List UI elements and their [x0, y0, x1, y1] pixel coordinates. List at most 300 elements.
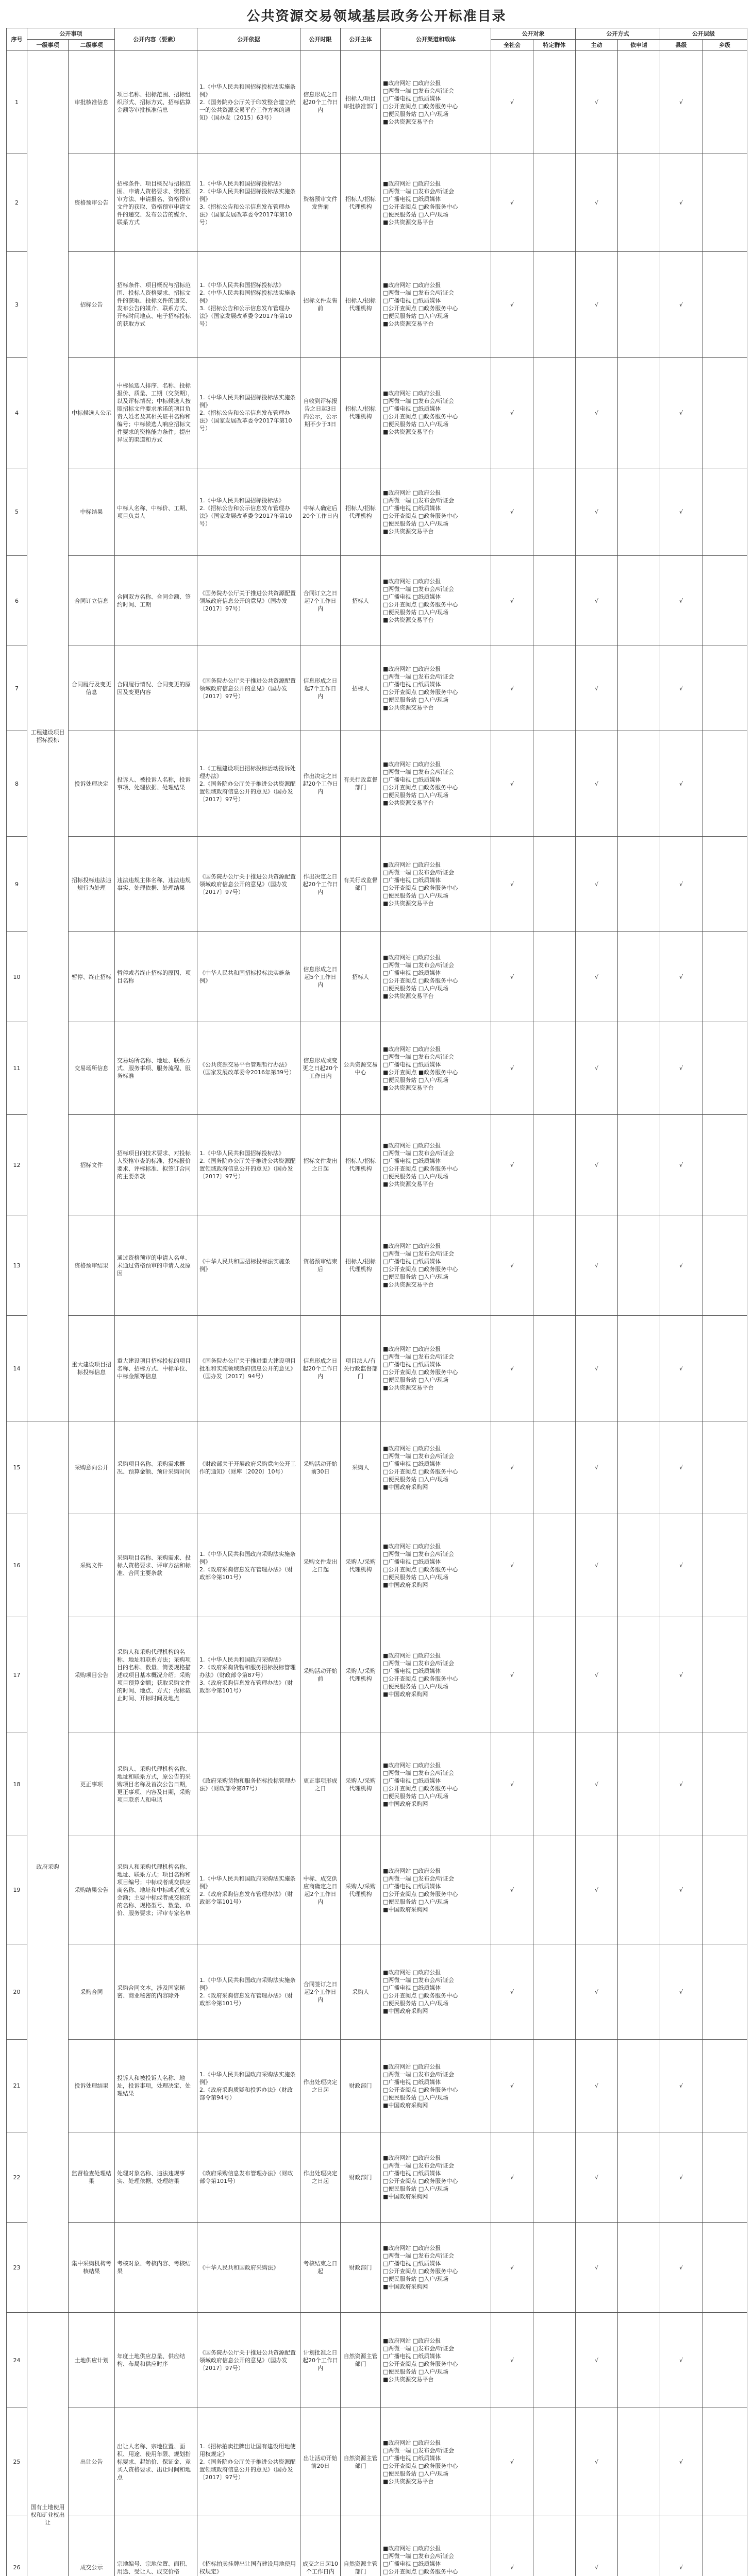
row-item-l2: 招标公告	[69, 252, 115, 358]
mark-method-apply	[618, 51, 660, 154]
mark-object-all: √	[491, 51, 533, 154]
row-time: 信息形成之日起5个工作日内	[300, 932, 341, 1022]
mark-object-all: √	[491, 1733, 533, 1836]
row-content: 采购人、采购代理机构名称、地址和联系方式，原公告的采购项目名称及首次公告日期，更正事项、内容及日期，采购项目联系人和电话	[115, 1733, 197, 1836]
mark-object-all: √	[491, 1421, 533, 1514]
mark-object-specific	[533, 556, 576, 646]
row-basis: 1.《中华人民共和国招标投标法实施条例》 2.《国务院办公厅关于印发整合建立统一的公共资源交易平台工作方案的通知》（国办发〔2015〕63号）	[197, 51, 300, 154]
mark-method-apply	[618, 2223, 660, 2313]
row-seq: 17	[7, 1617, 27, 1733]
row-basis: 1.《中华人民共和国招标投标法实施条例》 2.《招标公告和公示信息发布管理办法》（国家发展改革委令2017年第10号）	[197, 358, 300, 468]
row-time: 作出处理决定之日起	[300, 2132, 341, 2223]
table-row	[7, 51, 747, 154]
mark-method-apply	[618, 556, 660, 646]
mark-level-town	[702, 252, 747, 358]
header-method: 公开方式	[576, 28, 660, 40]
mark-method-apply	[618, 646, 660, 731]
row-basis: 《国务院办公厅关于推进公共资源配置领域政府信息公开的意见》（国办发〔2017〕97号）	[197, 2313, 300, 2408]
mark-method-apply	[618, 468, 660, 556]
row-time: 招标文件发出之日起	[300, 1115, 341, 1215]
row-item-l2: 暂停、终止招标	[69, 932, 115, 1022]
row-basis: 1.《中华人民共和国政府采购法实施条例》 2.《政府采购信息发布管理办法》（财政部令第101号）	[197, 1836, 300, 1944]
mark-object-specific	[533, 1421, 576, 1514]
mark-object-specific	[533, 154, 576, 252]
mark-object-specific	[533, 932, 576, 1022]
row-subject: 有关行政监督部门	[341, 837, 381, 932]
mark-method-active: √	[576, 51, 618, 154]
row-basis: 《政府采购货物和服务招标投标管理办法》（财政部令第87号）	[197, 1733, 300, 1836]
mark-level-county: √	[660, 646, 702, 731]
mark-method-apply	[618, 2313, 660, 2408]
row-channel: ■政府网站 □政府公报 □两微一端 □发布会/听证会 □广播电视 □纸质媒体 □公开查阅点 □政务服务中心 □便民服务站 □入户/现场 ■公共资源交易平台	[381, 1316, 491, 1421]
mark-level-town	[702, 2408, 747, 2516]
header-item-l1: 一级事项	[27, 40, 69, 51]
row-item-l2: 审批核准信息	[69, 51, 115, 154]
row-content: 暂停或者终止招标的原因、项目名称	[115, 932, 197, 1022]
row-content: 交易场所名称、地址、联系方式、服务事项、服务流程、服务标准	[115, 1022, 197, 1115]
header-object: 公开对象	[491, 28, 576, 40]
row-channel: ■政府网站 □政府公报 □两微一端 □发布会/听证会 □广播电视 □纸质媒体 □公开查阅点 □政务服务中心 □便民服务站 □入户/现场 ■公共资源交易平台	[381, 556, 491, 646]
row-item-l2: 集中采购机构考核结果	[69, 2223, 115, 2313]
mark-level-county: √	[660, 2313, 702, 2408]
mark-object-specific	[533, 1514, 576, 1617]
row-channel: ■政府网站 □政府公报 □两微一端 □发布会/听证会 □广播电视 □纸质媒体 □公开查阅点 □政务服务中心 □便民服务站 □入户/现场 ■公共资源交易平台	[381, 154, 491, 252]
mark-level-county: √	[660, 731, 702, 837]
row-channel: ■政府网站 □政府公报 □两微一端 □发布会/听证会 □广播电视 □纸质媒体 □公开查阅点 □政务服务中心 □便民服务站 □入户/现场 ■中国政府采购网	[381, 2223, 491, 2313]
row-basis: 1.《中华人民共和国招标投标法》 2.《国务院办公厅关于推进公共资源配置领域政府信息公开的意见》（国办发〔2017〕97号）	[197, 1115, 300, 1215]
mark-object-specific	[533, 1215, 576, 1316]
row-item-l1: 工程建设项目招标投标	[27, 51, 69, 1421]
row-item-l2: 出让公告	[69, 2408, 115, 2516]
mark-method-active: √	[576, 646, 618, 731]
row-subject: 招标人/招标代理机构	[341, 1215, 381, 1316]
table-row	[7, 1836, 747, 1944]
row-content: 年度土地供应总量、供应结构、布局和供应时序	[115, 2313, 197, 2408]
mark-method-active: √	[576, 154, 618, 252]
mark-method-apply	[618, 1022, 660, 1115]
row-time: 成交之日起10个工作日内	[300, 2516, 341, 2576]
table-row	[7, 932, 747, 1022]
mark-method-apply	[618, 2040, 660, 2132]
mark-method-active: √	[576, 1421, 618, 1514]
row-time: 作出处理决定之日起	[300, 2040, 341, 2132]
row-time: 中标人确定后20个工作日内	[300, 468, 341, 556]
catalog-table	[6, 28, 747, 2576]
row-basis: 1.《中华人民共和国招标投标法》 2.《中华人民共和国招标投标法实施条例》 3.《招标公告和公示信息发布管理办法》（国家发展改革委令2017年第10号）	[197, 252, 300, 358]
mark-method-apply	[618, 1617, 660, 1733]
mark-object-specific	[533, 1316, 576, 1421]
header-item: 公开事项	[27, 28, 115, 40]
row-subject: 采购人	[341, 1944, 381, 2040]
row-basis: 《国务院办公厅关于推进重大建设项目批准和实施领域政府信息公开的意见》（国办发〔2017〕94号）	[197, 1316, 300, 1421]
row-content: 重大建设项目招标投标的项目名称、招标方式、中标单位、中标金额等信息	[115, 1316, 197, 1421]
mark-method-active: √	[576, 1215, 618, 1316]
row-item-l2: 资格预审结果	[69, 1215, 115, 1316]
row-content: 宗地编号、宗地位置、面积、用途、受让人、成交价格	[115, 2516, 197, 2576]
row-time: 出让活动开始前20日	[300, 2408, 341, 2516]
row-seq: 11	[7, 1022, 27, 1115]
mark-level-town	[702, 1836, 747, 1944]
mark-object-specific	[533, 1617, 576, 1733]
row-subject: 招标人	[341, 932, 381, 1022]
row-item-l2: 中标结果	[69, 468, 115, 556]
mark-level-county: √	[660, 1421, 702, 1514]
mark-level-town	[702, 2132, 747, 2223]
mark-method-active: √	[576, 932, 618, 1022]
table-row	[7, 2040, 747, 2132]
mark-object-all: √	[491, 2313, 533, 2408]
mark-object-all: √	[491, 252, 533, 358]
mark-object-all: √	[491, 1022, 533, 1115]
mark-level-town	[702, 2040, 747, 2132]
row-seq: 12	[7, 1115, 27, 1215]
row-subject: 招标人/招标代理机构	[341, 358, 381, 468]
mark-level-county: √	[660, 2408, 702, 2516]
row-time: 自收到评标报告之日起3日内公示，公示期不少于3日	[300, 358, 341, 468]
row-channel: ■政府网站 □政府公报 □两微一端 □发布会/听证会 □广播电视 □纸质媒体 □公开查阅点 □政务服务中心 □便民服务站 □入户/现场 ■中国政府采购网	[381, 2040, 491, 2132]
row-subject: 项目法人/有关行政监督部门	[341, 1316, 381, 1421]
table-row	[7, 2132, 747, 2223]
header-level: 公开层级	[660, 28, 747, 40]
row-basis: 《中华人民共和国招标投标法实施条例》	[197, 932, 300, 1022]
row-time: 采购文件发出之日起	[300, 1514, 341, 1617]
mark-object-all: √	[491, 2223, 533, 2313]
mark-level-county: √	[660, 1514, 702, 1617]
row-content: 采购合同文本，涉及国家秘密、商业秘密的内容除外	[115, 1944, 197, 2040]
mark-method-active: √	[576, 2516, 618, 2576]
table-row	[7, 1944, 747, 2040]
mark-level-town	[702, 556, 747, 646]
row-channel: ■政府网站 □政府公报 □两微一端 □发布会/听证会 □广播电视 □纸质媒体 □公开查阅点 □政务服务中心 □便民服务站 □入户/现场 ■中国政府采购网	[381, 2132, 491, 2223]
mark-object-specific	[533, 1022, 576, 1115]
table-row	[7, 1316, 747, 1421]
mark-level-county: √	[660, 1617, 702, 1733]
row-subject: 公共资源交易中心	[341, 1022, 381, 1115]
mark-method-active: √	[576, 468, 618, 556]
row-seq: 20	[7, 1944, 27, 2040]
mark-method-active: √	[576, 1617, 618, 1733]
mark-object-all: √	[491, 1115, 533, 1215]
row-seq: 3	[7, 252, 27, 358]
mark-method-active: √	[576, 1944, 618, 2040]
mark-method-apply	[618, 1733, 660, 1836]
row-item-l1: 政府采购	[27, 1421, 69, 2313]
mark-level-town	[702, 932, 747, 1022]
row-item-l2: 中标候选人公示	[69, 358, 115, 468]
row-content: 出让人名称、宗地位置、面积、用途、使用年限、规划指标要求、起始价、保证金、竞买人资格要求、出让时间和地点	[115, 2408, 197, 2516]
mark-method-apply	[618, 2132, 660, 2223]
mark-method-apply	[618, 252, 660, 358]
row-subject: 招标人/招标代理机构	[341, 1115, 381, 1215]
mark-method-apply	[618, 1421, 660, 1514]
mark-level-town	[702, 1022, 747, 1115]
row-content: 违法违规主体名称、违法违规事实、处理依据、处理结果	[115, 837, 197, 932]
row-content: 招标条件、项目概况与招标范围、投标人资格要求、招标文件的获取、投标文件的递交、发布公告的媒介、联系方式、开标时间地点、电子招标投标的获取方式	[115, 252, 197, 358]
row-time: 作出决定之日起20个工作日内	[300, 837, 341, 932]
row-basis: 1.《工程建设项目招标投标活动投诉处理办法》 2.《国务院办公厅关于推进公共资源配置领域政府信息公开的意见》（国办发〔2017〕97号）	[197, 731, 300, 837]
row-time: 合同签订之日起2个工作日内	[300, 1944, 341, 2040]
row-seq: 7	[7, 646, 27, 731]
mark-method-apply	[618, 1836, 660, 1944]
header-object-specific: 特定群体	[533, 40, 576, 51]
mark-method-apply	[618, 837, 660, 932]
table-row	[7, 1733, 747, 1836]
mark-level-county: √	[660, 1733, 702, 1836]
mark-level-county: √	[660, 837, 702, 932]
row-basis: 《中华人民共和国招标投标法实施条例》	[197, 1215, 300, 1316]
row-seq: 22	[7, 2132, 27, 2223]
row-subject: 采购人/采购代理机构	[341, 1733, 381, 1836]
mark-level-town	[702, 2516, 747, 2576]
row-item-l2: 合同履行及变更信息	[69, 646, 115, 731]
row-subject: 采购人/采购代理机构	[341, 1836, 381, 1944]
row-seq: 16	[7, 1514, 27, 1617]
row-item-l2: 招标投标违法违规行为处理	[69, 837, 115, 932]
mark-method-apply	[618, 2516, 660, 2576]
table-row	[7, 2408, 747, 2516]
mark-method-active: √	[576, 2313, 618, 2408]
row-seq: 26	[7, 2516, 27, 2576]
header-seq: 序号	[7, 28, 27, 51]
row-subject: 财政部门	[341, 2040, 381, 2132]
mark-level-town	[702, 1215, 747, 1316]
mark-level-county: √	[660, 1115, 702, 1215]
mark-object-all: √	[491, 932, 533, 1022]
row-channel: ■政府网站 □政府公报 □两微一端 □发布会/听证会 □广播电视 □纸质媒体 □公开查阅点 □政务服务中心 □便民服务站 □入户/现场 ■公共资源交易平台	[381, 837, 491, 932]
row-seq: 8	[7, 731, 27, 837]
row-item-l2: 资格预审公告	[69, 154, 115, 252]
row-seq: 1	[7, 51, 27, 154]
row-basis: 《国务院办公厅关于推进公共资源配置领域政府信息公开的意见》（国办发〔2017〕97号）	[197, 837, 300, 932]
mark-object-all: √	[491, 468, 533, 556]
row-subject: 采购人	[341, 1421, 381, 1514]
row-basis: 1.《中华人民共和国政府采购法实施条例》 2.《政府采购信息发布管理办法》（财政部令第101号）	[197, 1514, 300, 1617]
mark-method-active: √	[576, 2040, 618, 2132]
catalog-body	[7, 51, 747, 2576]
row-channel: ■政府网站 □政府公报 □两微一端 □发布会/听证会 □广播电视 □纸质媒体 ■公开查阅点 ■政务服务中心 □便民服务站 □入户/现场 ■公共资源交易平台	[381, 1022, 491, 1115]
mark-method-active: √	[576, 731, 618, 837]
mark-object-all: √	[491, 646, 533, 731]
row-channel: ■政府网站 □政府公报 □两微一端 □发布会/听证会 □广播电视 □纸质媒体 □公开查阅点 □政务服务中心 □便民服务站 □入户/现场 ■公共资源交易平台	[381, 2313, 491, 2408]
row-item-l2: 采购意向公开	[69, 1421, 115, 1514]
row-subject: 招标人	[341, 556, 381, 646]
table-row	[7, 646, 747, 731]
row-content: 招标项目的技术要求、对投标人资格审查的标准、投标报价要求、评标标准、拟签订合同的主要条款	[115, 1115, 197, 1215]
header-content: 公开内容（要素）	[115, 28, 197, 51]
row-item-l2: 土地供应计划	[69, 2313, 115, 2408]
table-row	[7, 252, 747, 358]
row-subject: 自然资源主管部门	[341, 2408, 381, 2516]
mark-level-town	[702, 1421, 747, 1514]
row-seq: 14	[7, 1316, 27, 1421]
header-row-1	[7, 28, 747, 40]
mark-method-apply	[618, 1115, 660, 1215]
mark-level-county: √	[660, 2516, 702, 2576]
document-page	[6, 5, 747, 2576]
mark-method-apply	[618, 1215, 660, 1316]
table-row	[7, 468, 747, 556]
row-seq: 19	[7, 1836, 27, 1944]
mark-object-all: √	[491, 2040, 533, 2132]
mark-level-county: √	[660, 252, 702, 358]
mark-method-apply	[618, 1944, 660, 2040]
mark-method-active: √	[576, 2132, 618, 2223]
row-seq: 24	[7, 2313, 27, 2408]
row-channel: ■政府网站 □政府公报 □两微一端 □发布会/听证会 □广播电视 □纸质媒体 □公开查阅点 □政务服务中心 □便民服务站 □入户/现场 ■公共资源交易平台	[381, 51, 491, 154]
mark-level-county: √	[660, 1836, 702, 1944]
mark-level-county: √	[660, 1316, 702, 1421]
mark-object-specific	[533, 2040, 576, 2132]
header-basis: 公开依据	[197, 28, 300, 51]
row-content: 投诉人、被投诉人名称，投诉事项、处理依据、处理结果	[115, 731, 197, 837]
row-item-l2: 投诉处理结果	[69, 2040, 115, 2132]
mark-object-specific	[533, 51, 576, 154]
row-basis: 1.《中华人民共和国招标投标法》 2.《中华人民共和国招标投标法实施条例》 3.《招标公告和公示信息发布管理办法》（国家发展改革委令2017年第10号）	[197, 154, 300, 252]
row-subject: 招标人/招标代理机构	[341, 252, 381, 358]
row-content: 中标人名称、中标价、工期、项目负责人	[115, 468, 197, 556]
row-seq: 2	[7, 154, 27, 252]
row-item-l2: 成交公示	[69, 2516, 115, 2576]
table-row	[7, 556, 747, 646]
mark-method-active: √	[576, 252, 618, 358]
mark-object-all: √	[491, 837, 533, 932]
table-row	[7, 1215, 747, 1316]
row-content: 项目名称、招标范围、招标组织形式、招标方式、招标估算金额等审批核准信息	[115, 51, 197, 154]
mark-object-specific	[533, 252, 576, 358]
row-item-l2: 采购合同	[69, 1944, 115, 2040]
mark-method-apply	[618, 1316, 660, 1421]
row-seq: 21	[7, 2040, 27, 2132]
mark-object-all: √	[491, 1836, 533, 1944]
row-content: 投诉人和被投诉人名称、地址，投诉事项，处理决定、处理结果	[115, 2040, 197, 2132]
mark-method-active: √	[576, 837, 618, 932]
row-channel: ■政府网站 □政府公报 □两微一端 □发布会/听证会 □广播电视 □纸质媒体 □公开查阅点 □政务服务中心 □便民服务站 □入户/现场 ■公共资源交易平台	[381, 731, 491, 837]
mark-method-apply	[618, 358, 660, 468]
header-method-active: 主动	[576, 40, 618, 51]
mark-level-county: √	[660, 1022, 702, 1115]
row-item-l1: 国有土地使用权和矿业权出让	[27, 2313, 69, 2576]
row-channel: ■政府网站 □政府公报 □两微一端 □发布会/听证会 □广播电视 □纸质媒体 □公开查阅点 □政务服务中心 □便民服务站 □入户/现场 ■公共资源交易平台	[381, 468, 491, 556]
row-time: 信息形成之日起20个工作日内	[300, 51, 341, 154]
header-time: 公开时限	[300, 28, 341, 51]
mark-object-all: √	[491, 358, 533, 468]
table-row	[7, 1617, 747, 1733]
mark-method-apply	[618, 731, 660, 837]
mark-object-all: √	[491, 2408, 533, 2516]
row-item-l2: 招标文件	[69, 1115, 115, 1215]
row-channel: ■政府网站 □政府公报 □两微一端 □发布会/听证会 □广播电视 □纸质媒体 □公开查阅点 □政务服务中心 □便民服务站 □入户/现场 ■公共资源交易平台	[381, 932, 491, 1022]
mark-object-all: √	[491, 2516, 533, 2576]
row-seq: 13	[7, 1215, 27, 1316]
mark-method-active: √	[576, 358, 618, 468]
row-seq: 25	[7, 2408, 27, 2516]
row-basis: 《国务院办公厅关于推进公共资源配置领域政府信息公开的意见》（国办发〔2017〕97号）	[197, 646, 300, 731]
mark-level-town	[702, 358, 747, 468]
mark-level-town	[702, 1733, 747, 1836]
row-time: 计划批准之日起20个工作日内	[300, 2313, 341, 2408]
mark-method-active: √	[576, 1836, 618, 1944]
row-item-l2: 更正事项	[69, 1733, 115, 1836]
row-subject: 采购人/采购代理机构	[341, 1617, 381, 1733]
mark-object-all: √	[491, 2132, 533, 2223]
mark-object-specific	[533, 1944, 576, 2040]
mark-object-all: √	[491, 731, 533, 837]
row-time: 中标、成交供应商确定之日起2个工作日内	[300, 1836, 341, 1944]
row-item-l2: 重大建设项目招标投标信息	[69, 1316, 115, 1421]
row-channel: ■政府网站 □政府公报 □两微一端 □发布会/听证会 □广播电视 □纸质媒体 □公开查阅点 □政务服务中心 □便民服务站 □入户/现场 ■中国政府采购网	[381, 1514, 491, 1617]
row-time: 资格预审结束后	[300, 1215, 341, 1316]
row-content: 通过资格预审的申请人名单、未通过资格预审的申请人及原因	[115, 1215, 197, 1316]
row-content: 合同双方名称、合同金额、签约时间、工期	[115, 556, 197, 646]
row-content: 处理对象名称、违法违规事实、处理依据、处理结果	[115, 2132, 197, 2223]
row-time: 招标文件发售前	[300, 252, 341, 358]
mark-object-specific	[533, 731, 576, 837]
row-subject: 自然资源主管部门	[341, 2516, 381, 2576]
mark-level-county: √	[660, 932, 702, 1022]
row-time: 资格预审文件发售前	[300, 154, 341, 252]
mark-object-specific	[533, 2223, 576, 2313]
row-item-l2: 监督检查处理结果	[69, 2132, 115, 2223]
row-subject: 自然资源主管部门	[341, 2313, 381, 2408]
header-subject: 公开主体	[341, 28, 381, 51]
row-channel: ■政府网站 □政府公报 □两微一端 □发布会/听证会 □广播电视 □纸质媒体 □公开查阅点 □政务服务中心 □便民服务站 □入户/现场 ■公共资源交易平台	[381, 1215, 491, 1316]
table-row	[7, 2516, 747, 2576]
mark-level-county: √	[660, 468, 702, 556]
table-row	[7, 2313, 747, 2408]
row-basis: 《中华人民共和国政府采购法》	[197, 2223, 300, 2313]
mark-object-all: √	[491, 1514, 533, 1617]
row-content: 合同履行情况、合同变更的原因及变更内容	[115, 646, 197, 731]
mark-object-all: √	[491, 1944, 533, 2040]
row-content: 中标候选人排序、名称、投标报价、质量、工期（交货期），以及评标情况；中标候选人按照招标文件要求承诺的项目负责人姓名及其相关证书名称和编号；中标候选人响应招标文件要求的资格能力条件；提出异议的渠道和方式	[115, 358, 197, 468]
row-content: 招标条件、项目概况与招标范围、申请人资格要求、资格预审方法、申请报名、资格预审文件的获取、资格预审申请文件的递交、发布公告的媒介、联系方式	[115, 154, 197, 252]
mark-level-county: √	[660, 2223, 702, 2313]
row-basis: 《财政部关于开展政府采购意向公开工作的通知》（财库〔2020〕10号）	[197, 1421, 300, 1514]
mark-level-county: √	[660, 1215, 702, 1316]
mark-level-town	[702, 2223, 747, 2313]
mark-object-specific	[533, 2516, 576, 2576]
row-time: 信息形成之日起7个工作日内	[300, 646, 341, 731]
mark-object-specific	[533, 2313, 576, 2408]
mark-object-all: √	[491, 1617, 533, 1733]
mark-object-all: √	[491, 1215, 533, 1316]
row-seq: 4	[7, 358, 27, 468]
row-basis: 《国务院办公厅关于推进公共资源配置领域政府信息公开的意见》（国办发〔2017〕97号）	[197, 556, 300, 646]
row-channel: ■政府网站 □政府公报 □两微一端 □发布会/听证会 □广播电视 □纸质媒体 □公开查阅点 □政务服务中心 □便民服务站 □入户/现场 ■公共资源交易平台	[381, 252, 491, 358]
row-channel: ■政府网站 □政府公报 □两微一端 □发布会/听证会 □广播电视 □纸质媒体 □公开查阅点 □政务服务中心 □便民服务站 □入户/现场 ■公共资源交易平台	[381, 1115, 491, 1215]
row-subject: 招标人/招标代理机构	[341, 154, 381, 252]
header-level-town: 乡级	[702, 40, 747, 51]
row-basis: 1.《招标拍卖挂牌出让国有建设用地使用权规定》 2.《国务院办公厅关于推进公共资源配置领域政府信息公开的意见》（国办发〔2017〕97号）	[197, 2408, 300, 2516]
row-channel: ■政府网站 □政府公报 □两微一端 □发布会/听证会 □广播电视 □纸质媒体 □公开查阅点 □政务服务中心 □便民服务站 □入户/现场 ■公共资源交易平台	[381, 2408, 491, 2516]
mark-method-active: √	[576, 2408, 618, 2516]
row-channel: ■政府网站 □政府公报 □两微一端 □发布会/听证会 □广播电视 □纸质媒体 □公开查阅点 □政务服务中心 □便民服务站 □入户/现场 ■中国政府采购网	[381, 1617, 491, 1733]
table-row	[7, 2223, 747, 2313]
row-subject: 财政部门	[341, 2223, 381, 2313]
row-item-l2: 交易场所信息	[69, 1022, 115, 1115]
mark-level-town	[702, 154, 747, 252]
mark-method-apply	[618, 154, 660, 252]
row-channel: ■政府网站 □政府公报 □两微一端 □发布会/听证会 □广播电视 □纸质媒体 □公开查阅点 □政务服务中心 □便民服务站 □入户/现场 ■中国政府采购网	[381, 1733, 491, 1836]
mark-method-apply	[618, 1514, 660, 1617]
mark-object-specific	[533, 646, 576, 731]
mark-level-town	[702, 1115, 747, 1215]
row-subject: 采购人/采购代理机构	[341, 1514, 381, 1617]
mark-object-specific	[533, 1115, 576, 1215]
mark-object-specific	[533, 2132, 576, 2223]
table-row	[7, 1115, 747, 1215]
row-channel: ■政府网站 □政府公报 □两微一端 □发布会/听证会 □广播电视 □纸质媒体 □公开查阅点 □政务服务中心 □便民服务站 □入户/现场 ■中国政府采购网	[381, 1836, 491, 1944]
